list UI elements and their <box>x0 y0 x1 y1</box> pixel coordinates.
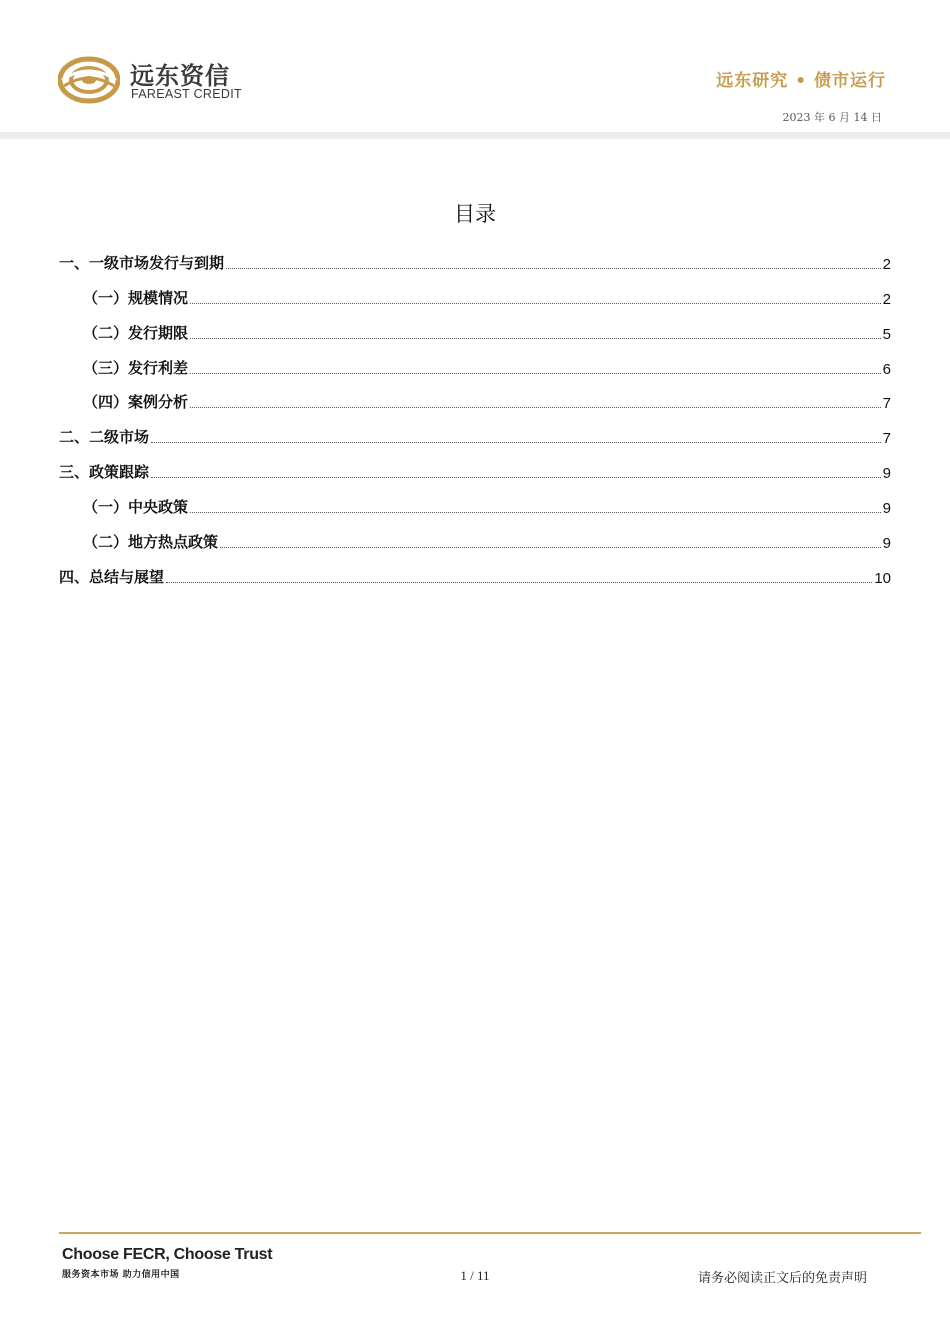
toc-leader-dots <box>190 303 881 304</box>
toc-entry-label: 三、政策跟踪 <box>59 463 150 482</box>
toc-entry[interactable] <box>59 238 891 273</box>
toc-entry[interactable] <box>59 482 891 517</box>
toc-leader-dots <box>226 268 881 269</box>
toc-entry-page: 10 <box>874 569 891 587</box>
toc-leader-dots <box>166 582 872 583</box>
toc-entry-page: 2 <box>882 290 891 308</box>
toc-entry-label: （三）发行利差 <box>83 358 189 377</box>
report-date: 2023 年 6 月 14 日 <box>782 111 882 124</box>
toc-leader-dots <box>190 338 881 339</box>
logo-chinese-name: 远东资信 <box>130 62 230 90</box>
toc-entry-label: （二）地方热点政策 <box>83 533 219 552</box>
header-divider <box>0 132 950 139</box>
toc-entry-page: 7 <box>882 395 891 413</box>
footer-slogan-subtitle: 服务资本市场 助力信用中国 <box>62 1270 180 1280</box>
toc-entry[interactable] <box>59 343 891 378</box>
footer-divider <box>59 1232 921 1234</box>
toc-entry[interactable] <box>59 447 891 482</box>
toc-entry-label: 二、二级市场 <box>59 428 150 447</box>
toc-entry[interactable] <box>59 412 891 447</box>
toc-leader-dots <box>220 547 881 548</box>
brand-logo <box>58 54 258 106</box>
fareast-credit-logo-icon <box>58 54 120 106</box>
toc-leader-dots <box>190 407 881 408</box>
toc-title: 目录 <box>454 202 496 226</box>
toc-entry-page: 9 <box>882 500 891 518</box>
toc-entry-label: （一）规模情况 <box>83 288 189 307</box>
toc-entry[interactable] <box>59 273 891 308</box>
page-number: 1 / 11 <box>460 1268 490 1283</box>
toc-entry-page: 2 <box>882 255 891 273</box>
toc-entry-page: 6 <box>882 360 891 378</box>
toc-entry-label: 一、一级市场发行与到期 <box>59 253 225 272</box>
toc-leader-dots <box>151 442 881 443</box>
toc-entry[interactable] <box>59 517 891 552</box>
table-of-contents <box>59 238 891 587</box>
logo-english-name: FAREAST CREDIT <box>131 87 242 101</box>
toc-entry[interactable] <box>59 552 891 587</box>
toc-leader-dots <box>190 373 881 374</box>
toc-entry[interactable] <box>59 378 891 413</box>
footer-disclaimer: 请务必阅读正文后的免责声明 <box>697 1271 867 1286</box>
footer-slogan: Choose FECR, Choose Trust <box>62 1246 273 1263</box>
toc-entry-page: 9 <box>882 465 891 483</box>
toc-entry-label: 四、总结与展望 <box>59 567 165 586</box>
toc-leader-dots <box>151 477 881 478</box>
report-series-tag: 远东研究 • 债市运行 <box>716 71 886 91</box>
toc-entry-label: （四）案例分析 <box>83 393 189 412</box>
toc-entry-label: （二）发行期限 <box>83 323 189 342</box>
toc-entry[interactable] <box>59 308 891 343</box>
toc-leader-dots <box>190 512 881 513</box>
toc-entry-page: 9 <box>882 535 891 553</box>
toc-entry-page: 5 <box>882 325 891 343</box>
toc-entry-label: （一）中央政策 <box>83 498 189 517</box>
toc-entry-page: 7 <box>882 430 891 448</box>
